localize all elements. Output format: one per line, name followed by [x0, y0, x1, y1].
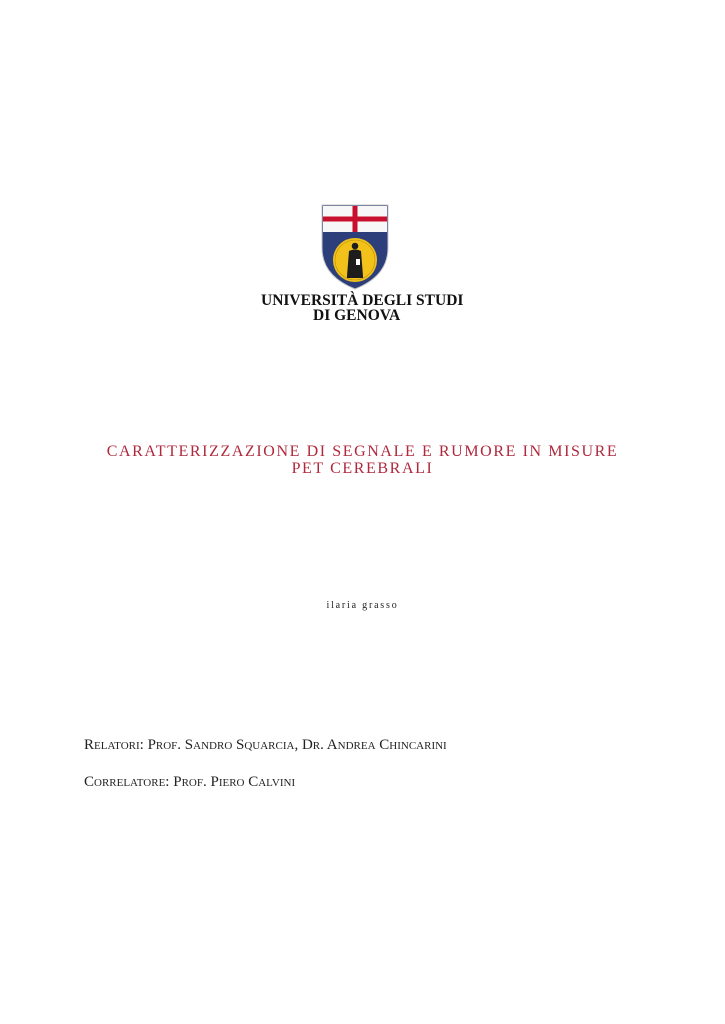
- supervisors-names: Prof. Sandro Squarcia, Dr. Andrea Chincarini: [147, 737, 447, 753]
- cross-vertical: [353, 206, 358, 232]
- co-supervisor-label: Correlatore:: [84, 774, 170, 790]
- thesis-title-line2: PET CEREBRALI: [291, 460, 434, 477]
- supervisors-label: Relatori:: [84, 737, 144, 753]
- thesis-title: [60, 443, 665, 477]
- thesis-title-line1: CARATTERIZZAZIONE DI SEGNALE E RUMORE IN MISURE: [106, 443, 619, 460]
- university-name-line2: DI GENOVA: [313, 307, 401, 324]
- co-supervisor: [84, 774, 295, 791]
- university-shield-logo: [321, 204, 389, 290]
- co-supervisor-name: Prof. Piero Calvini: [173, 774, 296, 790]
- university-name: [250, 293, 480, 323]
- university-name-line1: UNIVERSITÀ DEGLI STUDI: [261, 292, 464, 309]
- author-name: ilaria grasso: [326, 600, 399, 611]
- supervisors: [84, 737, 447, 754]
